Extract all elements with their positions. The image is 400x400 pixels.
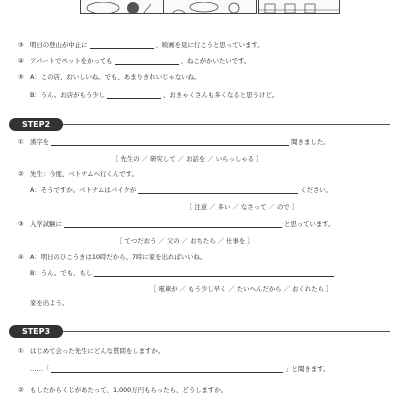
answer-blank[interactable]	[115, 57, 179, 65]
step2-badge: STEP2	[9, 118, 63, 131]
step2-item-2b: A：そうですか。ベトナムはバイクが ください。	[30, 186, 333, 194]
answer-blank[interactable]	[138, 186, 298, 194]
step1-item-5: ⑤ A：この店、おいしいね。でも、あまりきれいじゃないね。	[18, 73, 201, 81]
step3-rule	[63, 331, 390, 332]
step1-item-5b: B：うん。お店がもう少し 、おきゃくさんも多くなると思うけど。	[30, 91, 279, 99]
step2-item-4c: 家を出よう。	[30, 299, 69, 307]
step2-item-4b: B：うん。でも、もし	[30, 269, 336, 277]
step2-item-3: ③ 入学試験に と思っています。	[18, 220, 335, 228]
answer-blank[interactable]	[51, 365, 283, 373]
step2-item-2: ② 先生：今度、ベトナムへ行くんです。	[18, 170, 138, 178]
step3-item-1b: ……「 」と聞きます。	[30, 365, 330, 373]
illustration-middle	[163, 0, 257, 14]
step1-item-4: ④ アパートでペットをかっても 、ねこがかいたいです。	[18, 57, 251, 65]
answer-blank[interactable]	[64, 220, 282, 228]
step3-badge: STEP3	[9, 325, 63, 338]
step2-rule	[63, 124, 390, 125]
illustration-right	[258, 0, 340, 14]
step2-choices-4: ［ 電車が ／ もう少し早く ／ たいへんだから ／ おくれたら ］	[150, 285, 333, 293]
step1-item-3: ③ 明日の登山が中止に 、映画を見に行こうと思っています。	[18, 41, 264, 49]
answer-blank[interactable]	[94, 269, 334, 277]
step2-item-1: ① 漢字を 聞きました。	[18, 138, 330, 146]
answer-blank[interactable]	[107, 91, 161, 99]
step2-choices-3: ［ てつだおう ／ 父の ／ おちたら ／ 仕事を ］	[116, 237, 254, 245]
illustration-left	[80, 0, 164, 14]
step3-item-1: ① はじめて会った先生にどんな質問をしますか。	[18, 347, 165, 355]
answer-blank[interactable]	[51, 138, 289, 146]
step2-item-4: ④ A：明日のひこうきは10時だから、7時に家を出ればいいね。	[18, 253, 207, 261]
step2-choices-1: ［ 先生の ／ 研究して ／ お話を ／ いらっしゃる ］	[112, 155, 263, 163]
answer-blank[interactable]	[90, 41, 154, 49]
step3-item-2: ② もしたからくじがあたって、1,000万円もらったら、どうしますか。	[18, 386, 228, 394]
step2-choices-2: ［ 注意 ／ 多い ／ なさって ／ ので ］	[186, 203, 299, 211]
